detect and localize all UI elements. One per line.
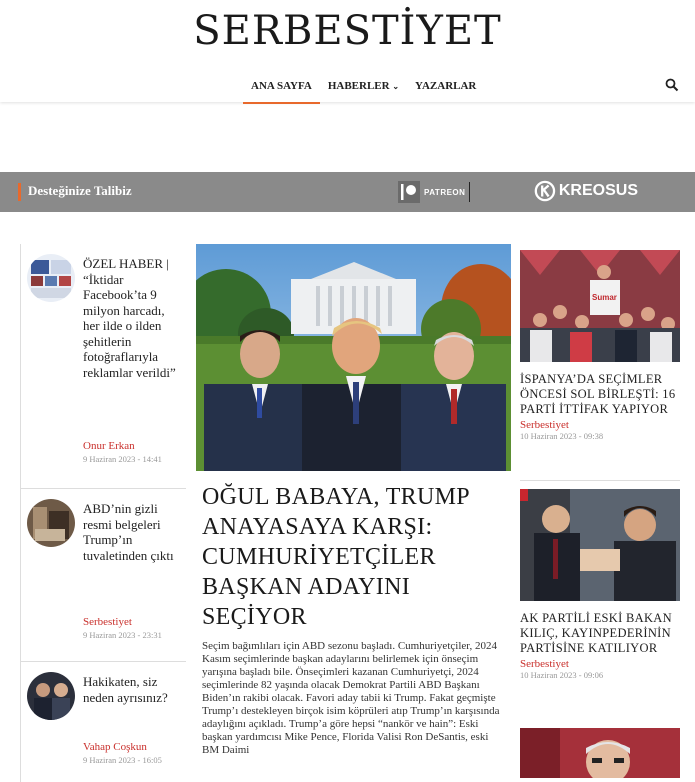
- article-date: 10 Haziran 2023 - 09:06: [520, 670, 604, 680]
- article-title[interactable]: Hakikaten, siz neden ayrısınız?: [83, 674, 168, 705]
- kreosus-button[interactable]: [534, 178, 638, 204]
- list-item[interactable]: [20, 662, 186, 782]
- article-thumbnail[interactable]: [520, 250, 680, 362]
- nav-item-writers[interactable]: YAZARLAR: [415, 80, 477, 92]
- article-date: 9 Haziran 2023 - 16:05: [83, 755, 162, 765]
- main-nav: [243, 80, 484, 104]
- kreosus-icon: [534, 179, 556, 203]
- featured-article-excerpt: Seçim bağımlıları için ABD sezonu başladı. Cumhuriyetçiler, 2024 Kasım seçimlerinde başkan adaylarını belirlemek için önseçim yarışına başladı bile. Önseçimleri kazanan Cumhuriyetçi, 2024 seçimlerinde 82 yaşında olacak Demokrat Partili ABD Başkanı Biden’ın rakibi olacak. Favori aday tabii ki Trump. Fakat geçmişte Trump’ı destekleyen birçok isim köprüleri atıp Trump’ın karşısında adaylığını açıkladı. Trump’a göre hepsi “nankör ve hain”: Eski başkan yardımcısı Mike Pence, Florida Valisi Ron DeSantis, eski BM Daimi: [202, 640, 500, 756]
- list-item[interactable]: [20, 244, 186, 489]
- article-thumbnail[interactable]: [520, 728, 680, 778]
- search-icon[interactable]: [665, 78, 679, 92]
- article-author[interactable]: Serbestiyet: [83, 616, 132, 628]
- nav-item-news[interactable]: [320, 80, 407, 104]
- list-item[interactable]: [520, 480, 680, 680]
- article-date: 9 Haziran 2023 - 14:41: [83, 454, 162, 464]
- article-title[interactable]: ABD’nin gizli resmi belgeleri Trump’ın tuvaletinden çıktı: [83, 501, 174, 563]
- svg-text:Sumar: Sumar: [592, 293, 617, 302]
- ad-space: [0, 103, 695, 171]
- article-author[interactable]: Onur Erkan: [83, 440, 135, 452]
- article-title[interactable]: ÖZEL HABER | “İktidar Facebook’ta 9 milyon harcadı, her ilde o ilden şehitlerin fotoğraflarıyla reklamlar verildi”: [83, 256, 176, 380]
- featured-image[interactable]: [196, 244, 511, 471]
- chevron-down-icon: ⌄: [392, 82, 400, 91]
- article-date: 9 Haziran 2023 - 23:31: [83, 630, 162, 640]
- list-item[interactable]: [20, 489, 186, 662]
- nav-item-home[interactable]: ANA SAYFA: [243, 80, 320, 104]
- article-thumbnail[interactable]: [27, 254, 75, 302]
- article-author[interactable]: Serbestiyet: [520, 419, 569, 431]
- patreon-divider: [469, 182, 470, 202]
- site-header: [0, 0, 695, 102]
- article-title[interactable]: İSPANYA’DA SEÇİMLER ÖNCESİ SOL BİRLEŞTİ: 16 PARTİ İTTİFAK YAPIYOR: [520, 372, 676, 416]
- article-author[interactable]: Vahap Coşkun: [83, 741, 147, 753]
- patreon-button[interactable]: [398, 180, 474, 204]
- donate-accent-bar: [18, 183, 21, 201]
- patreon-label: PATREON: [424, 187, 466, 197]
- sidebar-news-list: [20, 244, 186, 782]
- article-author[interactable]: Serbestiyet: [520, 658, 569, 670]
- article-thumbnail[interactable]: [520, 489, 680, 601]
- donate-label: Desteğinize Talibiz: [28, 183, 132, 198]
- patreon-icon: [398, 181, 420, 203]
- article-thumbnail[interactable]: [27, 672, 75, 720]
- nav-item-news-label: HABERLER: [327, 80, 390, 92]
- article-thumbnail[interactable]: [27, 499, 75, 547]
- list-item[interactable]: [520, 728, 680, 778]
- site-logo[interactable]: SERBESTİYET: [193, 8, 502, 54]
- featured-article-title[interactable]: OĞUL BABAYA, TRUMP ANAYASAYA KARŞI: CUMHURİYETÇİLER BAŞKAN ADAYINI SEÇİYOR: [202, 484, 470, 630]
- article-title[interactable]: AK PARTİLİ ESKİ BAKAN KILIÇ, KAYINPEDERİNİN PARTİSİNE KATILIYOR: [520, 611, 672, 655]
- article-date: 10 Haziran 2023 - 09:38: [520, 431, 604, 441]
- kreosus-label: KREOSUS: [558, 182, 638, 199]
- list-item[interactable]: [520, 250, 680, 441]
